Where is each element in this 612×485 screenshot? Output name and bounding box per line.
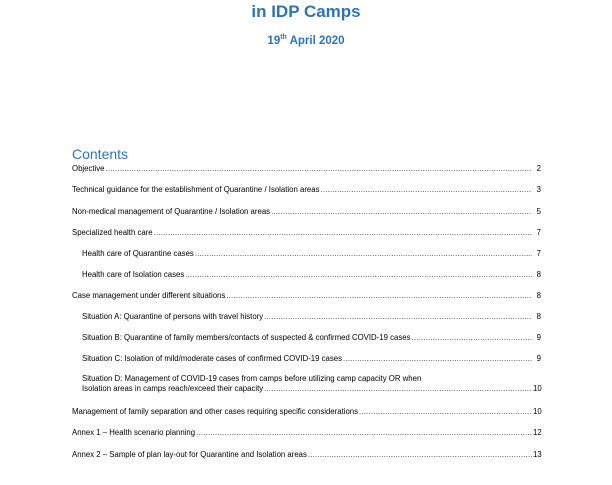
toc-entry-situation-b[interactable] — [82, 333, 541, 343]
toc-entry-annex-2[interactable] — [72, 450, 541, 460]
toc-entry-label: Health care of Isolation cases — [82, 270, 185, 279]
toc-leader — [343, 354, 532, 364]
toc-entry-label: Situation B: Quarantine of family members/contacts of suspected & confirmed COVID-19 cases — [82, 333, 411, 342]
toc-entry-family-separation[interactable] — [72, 407, 541, 417]
toc-leader — [185, 270, 532, 280]
toc-entry-specialized-health-care[interactable] — [72, 228, 541, 238]
toc-leader — [308, 450, 532, 460]
toc-leader — [411, 333, 532, 343]
toc-entry-label: Situation C: Isolation of mild/moderate cases of confirmed COVID-19 cases — [82, 354, 343, 363]
toc-leader — [264, 384, 532, 394]
toc-entry-label: Annex 2 – Sample of plan lay-out for Quarantine and Isolation areas — [72, 450, 307, 459]
toc-entry-situation-a[interactable] — [82, 312, 541, 322]
toc-entry-label: Non-medical management of Quarantine / Isolation areas — [72, 207, 271, 216]
contents-heading: Contents — [72, 146, 129, 162]
document-date — [0, 34, 612, 47]
toc-entry-situation-d[interactable] — [82, 374, 541, 394]
date-rest: April 2020 — [286, 34, 345, 47]
toc-page-number: 10 — [533, 407, 542, 416]
toc-page-number: 8 — [536, 291, 541, 300]
toc-entry-line2 — [82, 384, 541, 394]
toc-entry-label: Objective — [72, 164, 105, 173]
toc-leader — [320, 185, 532, 195]
toc-entry-label: Specialized health care — [72, 228, 153, 237]
toc-leader — [154, 228, 532, 238]
date-suffix: th — [280, 34, 287, 41]
toc-entry-label: Management of family separation and other cases requiring specific considerations — [72, 407, 359, 416]
toc-page-number: 10 — [533, 384, 542, 393]
date-day: 19 — [267, 34, 281, 47]
toc-page-number: 13 — [533, 450, 542, 459]
toc-page-number: 8 — [536, 312, 541, 321]
toc-entry-label: Technical guidance for the establishment of Quarantine / Isolation areas — [72, 185, 320, 194]
toc-page-number: 7 — [536, 249, 541, 258]
toc-entry-label-line1: Situation D: Management of COVID-19 cases from camps before utilizing camp capacity OR when — [82, 374, 422, 383]
toc-entry-health-care-quarantine[interactable] — [82, 249, 541, 259]
toc-entry-label-line2: Isolation areas in camps reach/exceed their capacity — [82, 384, 264, 393]
toc-entry-health-care-isolation[interactable] — [82, 270, 541, 280]
toc-leader — [106, 164, 532, 174]
toc-entry-label: Situation A: Quarantine of persons with travel history — [82, 312, 264, 321]
toc-entry-annex-1[interactable] — [72, 428, 541, 438]
toc-page-number: 3 — [536, 185, 541, 194]
toc-entry-label: Health care of Quarantine cases — [82, 249, 194, 258]
toc-page-number: 7 — [536, 228, 541, 237]
toc-leader — [271, 207, 532, 217]
toc-page-number: 5 — [536, 207, 541, 216]
document-title: in IDP Camps — [251, 2, 361, 21]
toc-leader — [359, 407, 532, 417]
toc-leader — [196, 428, 532, 438]
toc-page-number: 9 — [536, 333, 541, 342]
toc-entry-objective[interactable] — [72, 164, 541, 174]
toc-page-number: 12 — [533, 428, 542, 437]
toc-leader — [226, 291, 532, 301]
toc-entry-label: Case management under different situations — [72, 291, 226, 300]
toc-entry-label: Annex 1 – Health scenario planning — [72, 428, 196, 437]
toc-entry-technical-guidance[interactable] — [72, 185, 541, 195]
toc-leader — [264, 312, 532, 322]
toc-page-number: 9 — [536, 354, 541, 363]
toc-entry-situation-c[interactable] — [82, 354, 541, 364]
toc-entry-case-management[interactable] — [72, 291, 541, 301]
toc-entry-non-medical-management[interactable] — [72, 207, 541, 217]
toc-leader — [195, 249, 532, 259]
toc-page-number: 2 — [536, 164, 541, 173]
toc-page-number: 8 — [536, 270, 541, 279]
